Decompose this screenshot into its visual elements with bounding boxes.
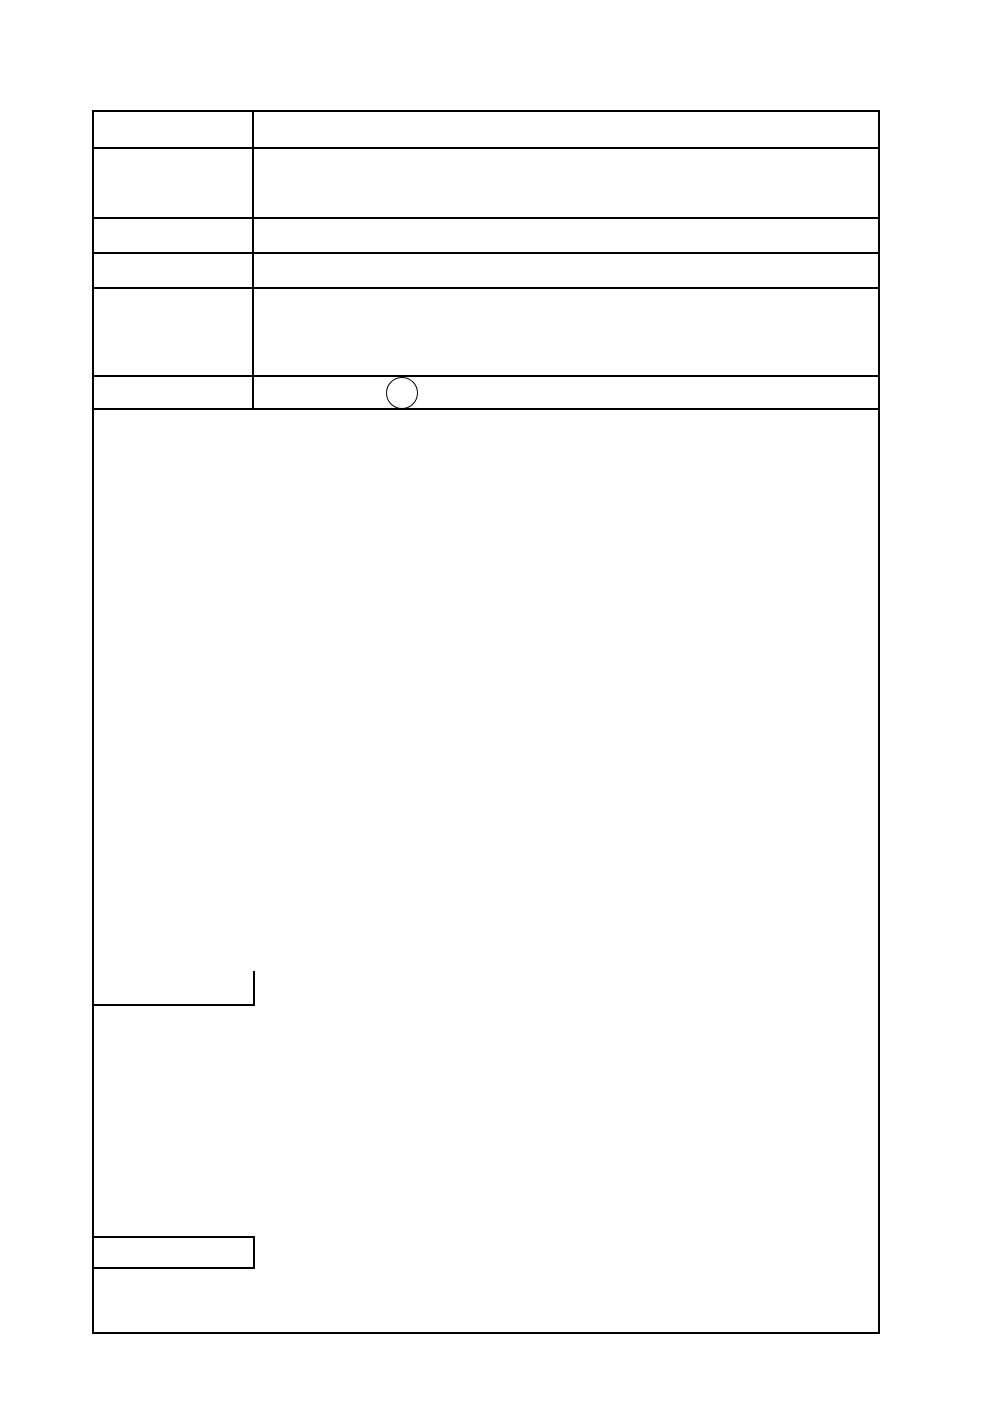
label-tanto [94, 112, 254, 147]
row-tanto [94, 112, 878, 149]
row-period [94, 254, 878, 289]
label-period [94, 254, 254, 287]
row-koji-name [94, 149, 878, 219]
option-allowed-circled [386, 377, 418, 409]
label-summary [94, 289, 254, 375]
label-location [94, 219, 254, 252]
label-koji-name [94, 149, 254, 217]
label-traffic-stop [94, 377, 254, 408]
row-summary [94, 289, 878, 377]
row-location [94, 219, 878, 254]
summary-value [256, 289, 878, 375]
location-value [256, 219, 878, 252]
remarks-heading [94, 1236, 255, 1269]
period-value [256, 254, 878, 287]
overview-table [92, 110, 880, 1334]
row-traffic-stop [94, 377, 878, 410]
other-notes-heading [94, 971, 255, 1006]
